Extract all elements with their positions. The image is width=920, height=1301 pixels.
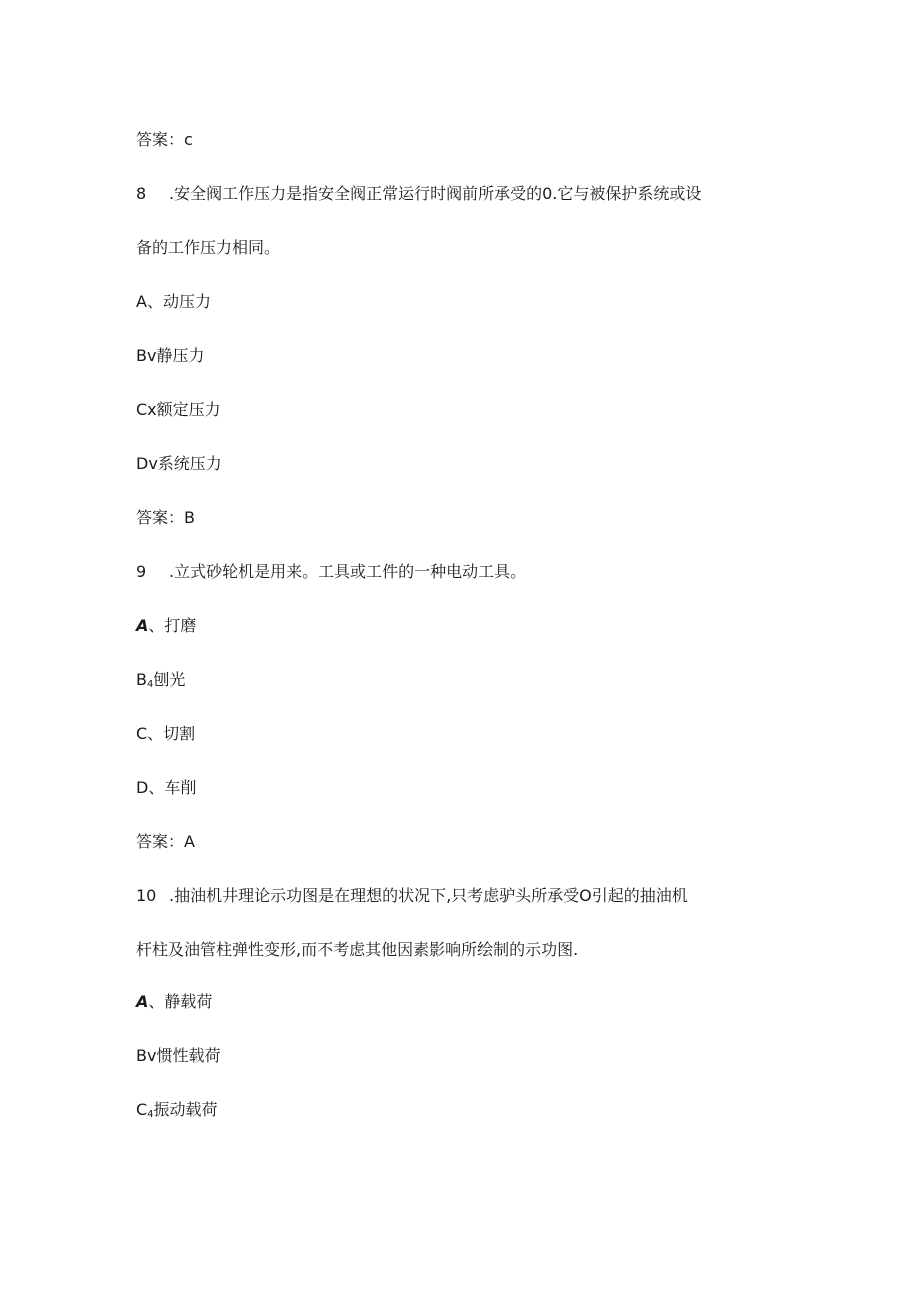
option-letter: A bbox=[136, 992, 149, 1011]
option-b: Bv惯性载荷 bbox=[136, 1046, 221, 1065]
option-subscript: 4 bbox=[147, 1109, 154, 1120]
option-text: 、打磨 bbox=[148, 616, 197, 635]
option-text: 振动载荷 bbox=[153, 1100, 218, 1119]
option-c bbox=[136, 1100, 218, 1125]
answer-q9: 答案：A bbox=[136, 832, 195, 851]
option-d: Dv系统压力 bbox=[136, 454, 222, 473]
question-number: 10 bbox=[136, 886, 157, 905]
option-c: Cx额定压力 bbox=[136, 400, 221, 419]
option-b bbox=[136, 670, 185, 695]
option-subscript: 4 bbox=[146, 679, 154, 690]
option-c: C、切割 bbox=[136, 724, 196, 743]
question-text: .抽油机井理论示功图是在理想的状况下,只考虑驴头所承受O引起的抽油机 bbox=[169, 886, 688, 905]
question-8-line2: 备的工作压力相同。 bbox=[136, 238, 281, 257]
option-a bbox=[136, 992, 212, 1012]
question-number: 9 bbox=[136, 562, 147, 581]
option-letter: C bbox=[136, 1100, 148, 1119]
answer-q7: 答案：c bbox=[136, 130, 193, 149]
option-text: 、静载荷 bbox=[148, 992, 213, 1011]
question-10-line2: 杆柱及油管柱弹性变形,而不考虑其他因素影响所绘制的示功图. bbox=[136, 940, 579, 959]
option-d: D、车削 bbox=[136, 778, 197, 797]
option-a: A、动压力 bbox=[136, 292, 211, 311]
question-9 bbox=[136, 562, 526, 582]
option-letter: A bbox=[136, 616, 149, 635]
option-a bbox=[136, 616, 196, 636]
question-8-line1 bbox=[136, 184, 701, 204]
answer-q8: 答案：B bbox=[136, 508, 195, 527]
question-text: .安全阀工作压力是指安全阀正常运行时阀前所承受的0.它与被保护系统或设 bbox=[169, 184, 702, 203]
question-10-line1 bbox=[136, 886, 688, 906]
question-number: 8 bbox=[136, 184, 147, 203]
option-b: Bv静压力 bbox=[136, 346, 205, 365]
question-text: .立式砂轮机是用来。工具或工件的一种电动工具。 bbox=[169, 562, 527, 581]
option-text: 刨光 bbox=[153, 670, 186, 689]
option-letter: B bbox=[136, 670, 147, 689]
